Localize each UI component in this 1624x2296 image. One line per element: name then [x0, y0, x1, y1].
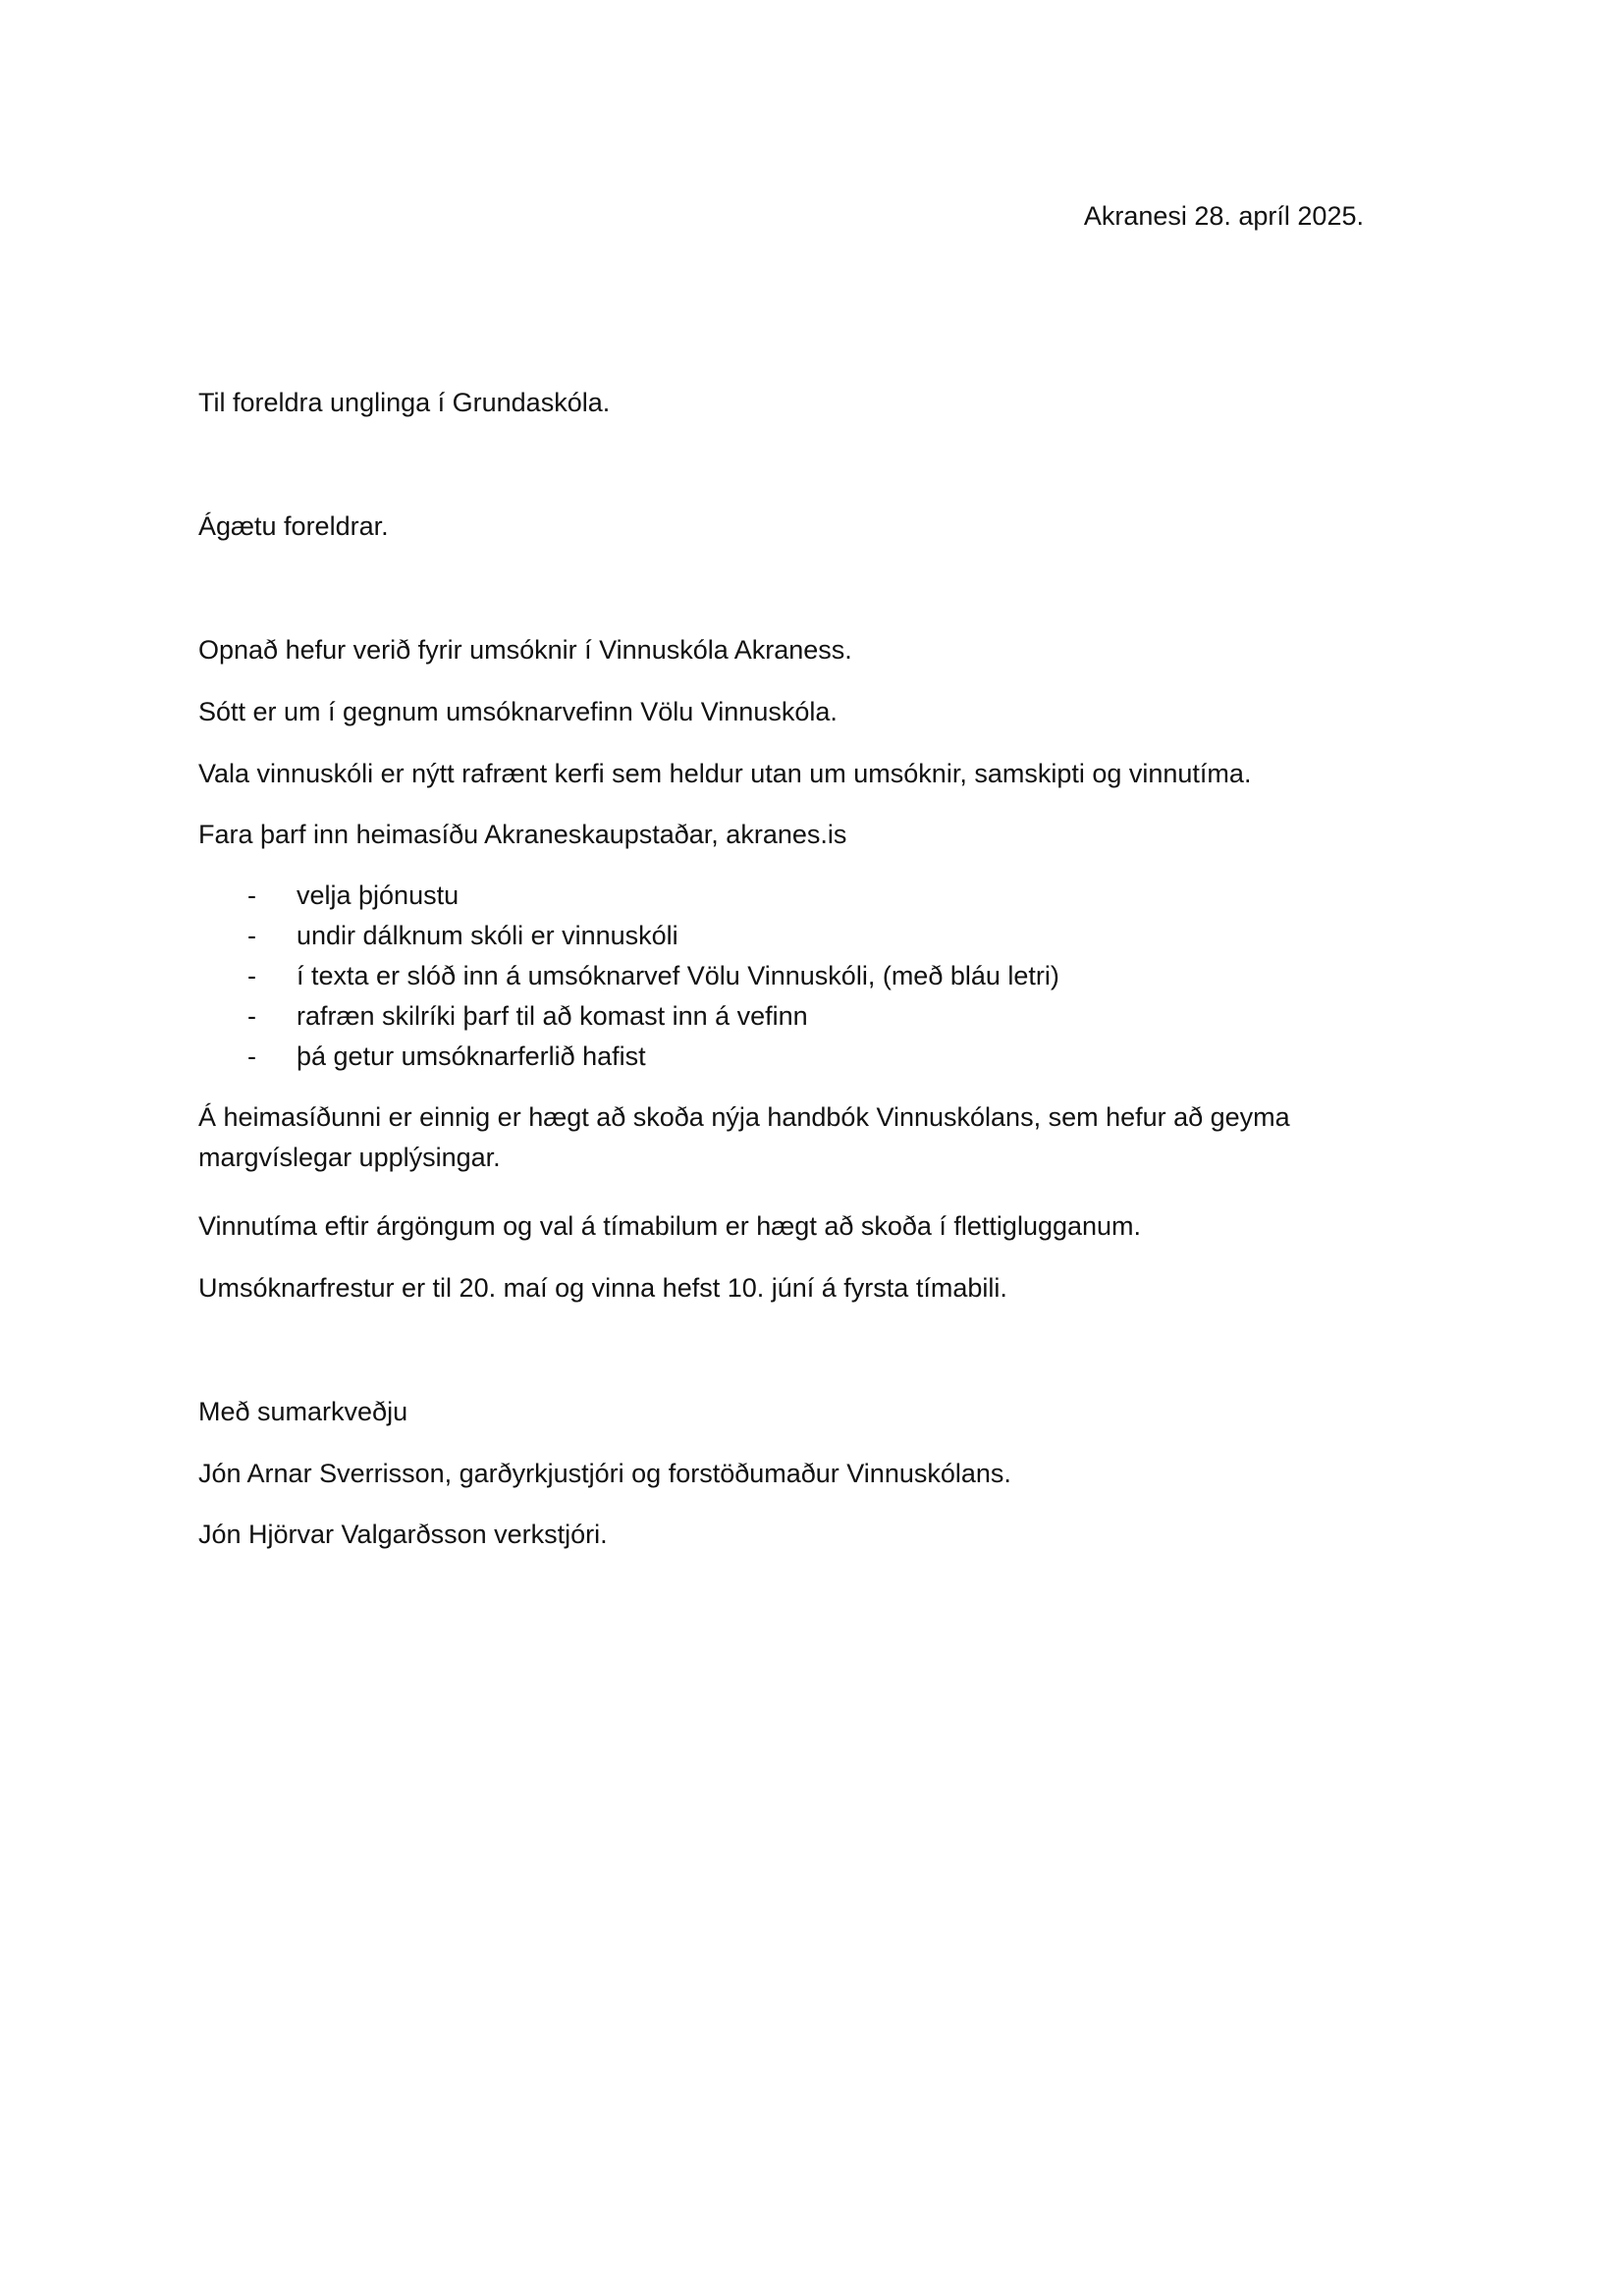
paragraph-handbook: Á heimasíðunni er einnig er hægt að skoða nýja handbók Vinnuskólans, sem hefur að geyma margvíslegar upplýsingar.: [198, 1102, 1290, 1172]
paragraph-vala-description: Vala vinnuskóli er nýtt rafrænt kerfi sem heldur utan um umsóknir, samskipti og vinnutíma.: [198, 759, 1252, 788]
paragraph-deadline: Umsóknarfrestur er til 20. maí og vinna hefst 10. júní á fyrsta tímabili.: [198, 1273, 1007, 1303]
paragraph-work-schedule: Vinnutíma eftir árgöngum og val á tímabilum er hægt að skoða í flettiglugganum.: [198, 1211, 1142, 1241]
letter-date: Akranesi 28. apríl 2025.: [1083, 201, 1364, 231]
recipient-line: Til foreldra unglinga í Grundaskóla.: [198, 388, 611, 417]
signature-secondary: Jón Hjörvar Valgarðsson verkstjóri.: [198, 1520, 608, 1549]
paragraph-website-instruction: Fara þarf inn heimasíðu Akraneskaupstaðar, akranes.is: [198, 820, 847, 849]
greeting: Ágætu foreldrar.: [198, 511, 389, 541]
closing: Með sumarkveðju: [198, 1397, 408, 1426]
list-item-text: í texta er slóð inn á umsóknarvef Völu Vinnuskóli, (með bláu letri): [297, 961, 1059, 990]
list-item-text: undir dálknum skóli er vinnuskóli: [297, 921, 678, 950]
signature-primary: Jón Arnar Sverrisson, garðyrkjustjóri og forstöðumaður Vinnuskólans.: [198, 1459, 1011, 1488]
list-dash: -: [247, 961, 256, 990]
list-dash: -: [247, 1001, 256, 1031]
paragraph-applications-open: Opnað hefur verið fyrir umsóknir í Vinnuskóla Akraness.: [198, 635, 852, 665]
list-item-text: rafræn skilríki þarf til að komast inn á vefinn: [297, 1001, 808, 1031]
list-item-text: velja þjónustu: [297, 881, 460, 910]
list-item-text: þá getur umsóknarferlið hafist: [297, 1041, 646, 1071]
paragraph-apply-via-vala: Sótt er um í gegnum umsóknarvefinn Völu Vinnuskóla.: [198, 697, 838, 726]
list-dash: -: [247, 881, 256, 910]
list-dash: -: [247, 1041, 256, 1071]
list-dash: -: [247, 921, 256, 950]
